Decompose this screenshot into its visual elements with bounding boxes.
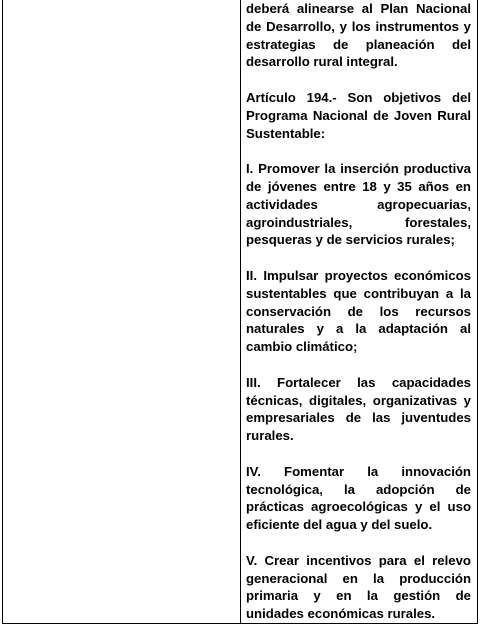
objective-item-5: V. Crear incentivos para el relevo generacional en la producción primaria y en la gestión de unidades económicas rurales.: [246, 552, 471, 622]
objective-item-4: IV. Fomentar la innovación tecnológica, la adopción de prácticas agroecológicas y el uso eficiente del agua y del suelo.: [246, 463, 471, 533]
objective-item-2: II. Impulsar proyectos económicos sustentables que contribuyan a la conservación de los recursos naturales y a la adaptación al cambio climático;: [246, 267, 471, 355]
article-heading: Artículo 194.- Son objetivos del Programa Nacional de Joven Rural Sustentable:: [246, 89, 471, 141]
right-column-cell: [241, 0, 478, 623]
document-table: [2, 0, 478, 624]
left-column-cell: [3, 0, 241, 623]
objective-item-1: I. Promover la inserción productiva de jóvenes entre 18 y 35 años en actividades agropecuarias, agroindustriales, forestales, pesqueras y de servicios rurales;: [246, 161, 471, 248]
objective-item-3: III. Fortalecer las capacidades técnicas, digitales, organizativas y empresariales de las juventudes rurales.: [246, 374, 471, 444]
table-row: [3, 0, 478, 623]
paragraph-continuation: deberá alinearse al Plan Nacional de Desarrollo, y los instrumentos y estrategias de planeación del desarrollo rural integral.: [246, 1, 471, 70]
